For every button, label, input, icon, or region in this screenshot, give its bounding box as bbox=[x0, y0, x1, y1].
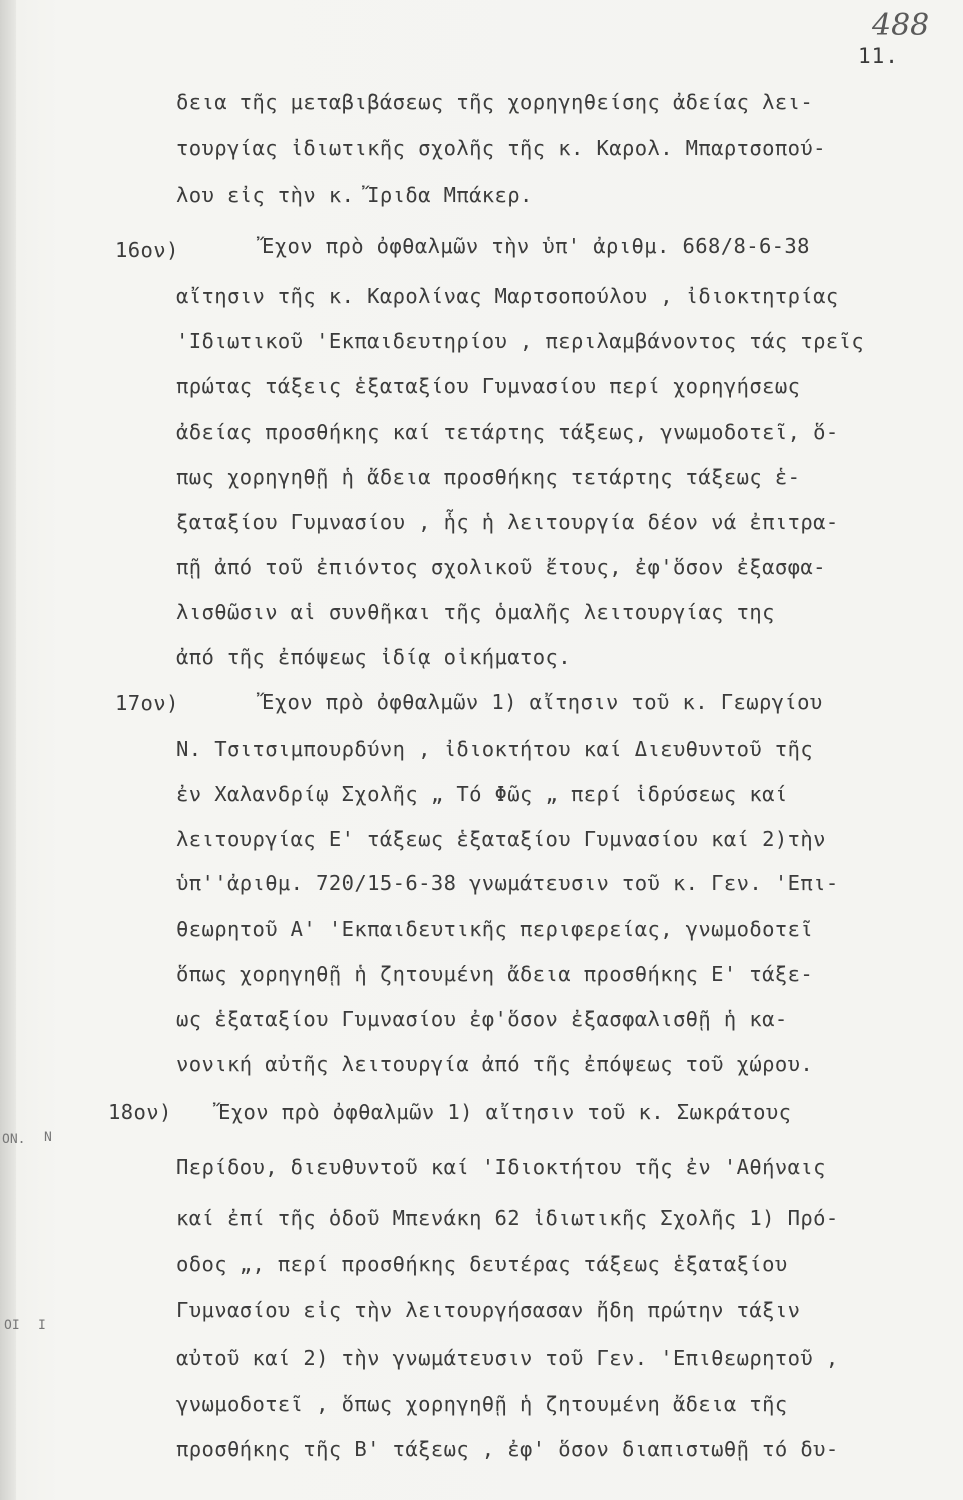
text-line: λισθῶσιν αἱ συνθῆκαι τῆς ὁμαλῆς λειτουργίας της bbox=[176, 600, 775, 624]
text-line: ξαταξίου Γυμνασίου , ἧς ἡ λειτουργία δέον νά ἐπιτρα- bbox=[176, 510, 839, 534]
text-line: ἐν Χαλανδρίῳ Σχολῆς „ Τό Φῶς „ περί ἱδρύσεως καί bbox=[176, 782, 788, 806]
margin-note: ΟΝ. bbox=[2, 1132, 26, 1147]
text-line: αἴτησιν τῆς κ. Καρολίνας Μαρτσοπούλου , ἰδιοκτητρίας bbox=[176, 284, 839, 308]
text-line: καί ἐπί τῆς ὁδοῦ Μπενάκη 62 ἰδιωτικῆς Σχολῆς 1) Πρό- bbox=[176, 1206, 839, 1230]
scan-edge bbox=[0, 0, 16, 1500]
text-line: ὑπ''ἀριθμ. 720/15-6-38 γνωμάτευσιν τοῦ κ. Γεν. 'Επι- bbox=[176, 871, 839, 895]
text-line: Ν. Τσιτσιμπουρδύνη , ἰδιοκτήτου καί Διευθυντοῦ τῆς bbox=[176, 737, 814, 761]
text-line: πως χορηγηθῇ ἡ ἄδεια προσθήκης τετάρτης τάξεως ἑ- bbox=[176, 465, 801, 489]
text-line: λου εἰς τὴν κ. Ἴριδα Μπάκερ. bbox=[176, 183, 533, 207]
item-label-18: 18ον) bbox=[108, 1100, 172, 1124]
text-line: 'Ιδιωτικοῦ 'Εκπαιδευτηρίου , περιλαμβάνοντος τάς τρεῖς bbox=[176, 329, 865, 353]
page-number: 11. bbox=[858, 44, 899, 68]
item-label-17: 17ον) bbox=[115, 691, 179, 715]
text-line: θεωρητοῦ Α' 'Εκπαιδευτικῆς περιφερείας, γνωμοδοτεῖ bbox=[176, 917, 814, 941]
text-line: γνωμοδοτεῖ , ὅπως χορηγηθῇ ἡ ζητουμένη ἄδεια τῆς bbox=[176, 1392, 788, 1416]
margin-note: Ι bbox=[38, 1318, 46, 1333]
item-label-16: 16ον) bbox=[115, 238, 179, 262]
text-line: δεια τῆς μεταβιβάσεως τῆς χορηγηθείσης ἀδείας λει- bbox=[176, 90, 814, 114]
margin-note: Ν bbox=[44, 1130, 52, 1145]
text-line: νονική αὐτῆς λειτουργία ἀπό τῆς ἐπόψεως τοῦ χώρου. bbox=[176, 1052, 814, 1076]
text-line: ἀπό τῆς ἐπόψεως ἰδίᾳ οἰκήματος. bbox=[176, 645, 572, 669]
text-line: ἀδείας προσθήκης καί τετάρτης τάξεως, γνωμοδοτεῖ, ὅ- bbox=[176, 420, 839, 444]
text-line: οδος „, περί προσθήκης δευτέρας τάξεως ἑξαταξίου bbox=[176, 1252, 788, 1276]
text-line: Γυμνασίου εἰς τὴν λειτουργήσασαν ἤδη πρώτην τάξιν bbox=[176, 1298, 801, 1322]
text-line: Ἔχον πρὸ ὀφθαλμῶν 1) αἴτησιν τοῦ κ. Γεωργίου bbox=[262, 690, 823, 714]
text-line: πρώτας τάξεις ἑξαταξίου Γυμνασίου περί χορηγήσεως bbox=[176, 374, 801, 398]
handwritten-folio-number: 488 bbox=[872, 8, 930, 43]
text-line: λειτουργίας Ε' τάξεως ἑξαταξίου Γυμνασίου καί 2)τὴν bbox=[176, 827, 826, 851]
text-line: τουργίας ἰδιωτικῆς σχολῆς τῆς κ. Καρολ. Μπαρτσοπού- bbox=[176, 136, 826, 160]
text-line: πῇ ἀπό τοῦ ἐπιόντος σχολικοῦ ἔτους, ἐφ'ὅσον ἐξασφα- bbox=[176, 555, 826, 579]
text-line: Ἔχον πρὸ ὀφθαλμῶν 1) αἴτησιν τοῦ κ. Σωκράτους bbox=[218, 1100, 792, 1124]
text-line: αὐτοῦ καί 2) τὴν γνωμάτευσιν τοῦ Γεν. 'Επιθεωρητοῦ , bbox=[176, 1346, 839, 1370]
text-line: Ἔχον πρὸ ὀφθαλμῶν τὴν ὑπ' ἀριθμ. 668/8-6-38 bbox=[262, 234, 810, 258]
text-line: προσθήκης τῆς Β' τάξεως , ἐφ' ὅσον διαπιστωθῇ τό δυ- bbox=[176, 1437, 839, 1461]
text-line: Περίδου, διευθυντοῦ καί 'Ιδιοκτήτου τῆς ἐν 'Αθήναις bbox=[176, 1155, 826, 1179]
text-line: ως ἑξαταξίου Γυμνασίου ἐφ'ὅσον ἐξασφαλισθῇ ἡ κα- bbox=[176, 1007, 788, 1031]
text-line: ὅπως χορηγηθῇ ἡ ζητουμένη ἄδεια προσθήκης Ε' τάξε- bbox=[176, 962, 814, 986]
margin-note: ΟΙ bbox=[4, 1318, 20, 1333]
